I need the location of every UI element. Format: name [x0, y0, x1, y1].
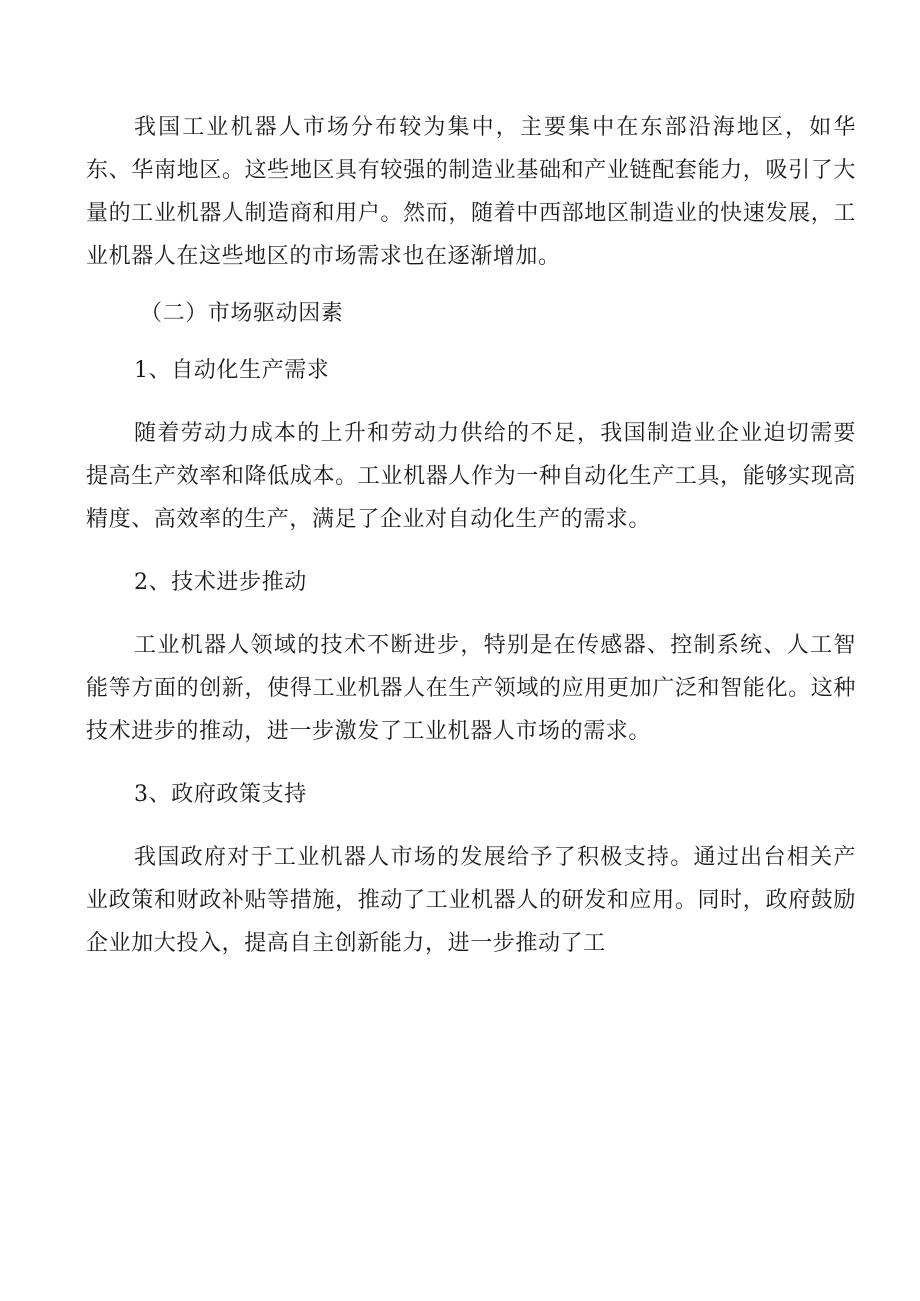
- spacer: [86, 753, 856, 773]
- spacer: [86, 816, 856, 836]
- heading-automation-demand: 1、自动化生产需求: [134, 358, 330, 383]
- spacer: [86, 335, 856, 349]
- paragraph-automation-demand: 随着劳动力成本的上升和劳动力供给的不足，我国制造业企业迫切需要提高生产效率和降低成本。工业机器人作为一种自动化生产工具，能够实现高精度、高效率的生产，满足了企业对自动化生产的需求。: [86, 421, 856, 532]
- spacer: [86, 604, 856, 624]
- spacer: [86, 392, 856, 412]
- paragraph-technology-progress: 工业机器人领域的技术不断进步，特别是在传感器、控制系统、人工智能等方面的创新，使得工业机器人在生产领域的应用更加广泛和智能化。这种技术进步的推动，进一步激发了工业机器人市场的需求。: [86, 633, 856, 744]
- paragraph-government-policy: 我国政府对于工业机器人市场的发展给予了积极支持。通过出台相关产业政策和财政补贴等措施，推动了工业机器人的研发和应用。同时，政府鼓励企业加大投入，提高自主创新能力，进一步推动了工: [86, 845, 856, 956]
- heading-technology-progress: 2、技术进步推动: [134, 570, 307, 595]
- spacer: [86, 278, 856, 292]
- spacer: [86, 541, 856, 561]
- section-heading-market-drivers: （二）市场驱动因素: [140, 301, 344, 326]
- paragraph-market-distribution: 我国工业机器人市场分布较为集中，主要集中在东部沿海地区，如华东、华南地区。这些地区具有较强的制造业基础和产业链配套能力，吸引了大量的工业机器人制造商和用户。然而，随着中西部地区制造业的快速发展，工业机器人在这些地区的市场需求也在逐渐增加。: [86, 115, 856, 269]
- document-body: [86, 106, 856, 965]
- heading-government-policy: 3、政府政策支持: [134, 782, 307, 807]
